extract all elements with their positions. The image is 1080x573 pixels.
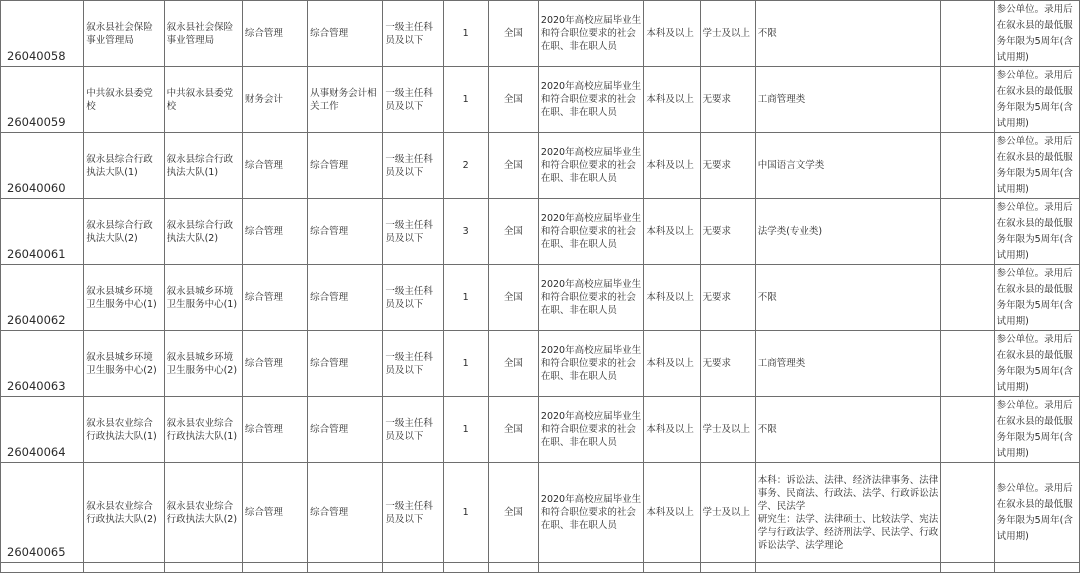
other-conditions	[941, 265, 994, 331]
hire-count: 1	[443, 265, 488, 331]
hire-count: 2	[443, 133, 488, 199]
applicant-type: 2020年高校应届毕业生和符合职位要求的社会在职、非在职人员	[538, 1, 643, 67]
rank-level: 一级主任科员及以下	[383, 1, 443, 67]
applicant-type: 2020年高校应届毕业生和符合职位要求的社会在职、非在职人员	[538, 331, 643, 397]
major: 不限	[755, 1, 941, 67]
position-name: 综合管理	[242, 133, 307, 199]
major: 本科：诉讼法、法律、经济法律事务、法律事务、民商法、行政法、法学、行政诉讼法学、民法学 研究生：法学、法律硕士、比较法学、宪法学与行政法学、经济刑法学、民法学、行政诉讼法学、法学理论	[755, 463, 941, 563]
remarks: 参公单位。录用后在叙永县的最低服务年限为5周年(含试用期)	[994, 1, 1079, 67]
hiring-unit: 叙永县农业综合行政执法大队(2)	[164, 463, 242, 563]
remarks: 参公单位。录用后在叙永县的最低服务年限为5周年(含试用期)	[994, 265, 1079, 331]
degree: 学士及以上	[700, 1, 755, 67]
table-row	[1, 67, 1080, 133]
department: 叙永县城乡环境卫生服务中心(1)	[84, 265, 164, 331]
education: 本科及以上	[644, 265, 700, 331]
degree: 无要求	[700, 133, 755, 199]
duty: 综合管理	[308, 133, 383, 199]
applicant-type: 2020年高校应届毕业生和符合职位要求的社会在职、非在职人员	[538, 133, 643, 199]
other-conditions	[941, 199, 994, 265]
position-code: 26040062	[1, 265, 84, 331]
table-row	[1, 331, 1080, 397]
table-row	[1, 397, 1080, 463]
recruit-scope: 全国	[488, 265, 538, 331]
other-conditions	[941, 397, 994, 463]
position-name: 综合管理	[242, 463, 307, 563]
recruit-scope: 全国	[488, 397, 538, 463]
department: 中共叙永县委党校	[84, 67, 164, 133]
position-name: 综合管理	[242, 397, 307, 463]
table-row	[1, 265, 1080, 331]
position-code: 26040061	[1, 199, 84, 265]
remarks: 参公单位。录用后在叙永县的最低服务年限为5周年(含试用期)	[994, 331, 1079, 397]
position-code: 26040059	[1, 67, 84, 133]
major: 中国语言文学类	[755, 133, 941, 199]
remarks: 参公单位。录用后在叙永县的最低服务年限为5周年(含试用期)	[994, 199, 1079, 265]
recruit-scope: 全国	[488, 331, 538, 397]
department: 叙永县城乡环境卫生服务中心(2)	[84, 331, 164, 397]
duty: 综合管理	[308, 397, 383, 463]
degree: 学士及以上	[700, 463, 755, 563]
major: 法学类(专业类)	[755, 199, 941, 265]
applicant-type: 2020年高校应届毕业生和符合职位要求的社会在职、非在职人员	[538, 199, 643, 265]
applicant-type: 2020年高校应届毕业生和符合职位要求的社会在职、非在职人员	[538, 463, 643, 563]
position-code: 26040064	[1, 397, 84, 463]
other-conditions	[941, 463, 994, 563]
major: 工商管理类	[755, 331, 941, 397]
education: 本科及以上	[644, 397, 700, 463]
hiring-unit: 叙永县城乡环境卫生服务中心(1)	[164, 265, 242, 331]
recruit-scope: 全国	[488, 1, 538, 67]
rank-level: 一级主任科员及以下	[383, 463, 443, 563]
education: 本科及以上	[644, 199, 700, 265]
hire-count: 1	[443, 1, 488, 67]
rank-level: 一级主任科员及以下	[383, 265, 443, 331]
other-conditions	[941, 67, 994, 133]
table-row	[1, 463, 1080, 563]
duty: 综合管理	[308, 199, 383, 265]
rank-level: 一级主任科员及以下	[383, 331, 443, 397]
applicant-type: 2020年高校应届毕业生和符合职位要求的社会在职、非在职人员	[538, 265, 643, 331]
hire-count: 1	[443, 331, 488, 397]
applicant-type: 2020年高校应届毕业生和符合职位要求的社会在职、非在职人员	[538, 67, 643, 133]
department: 叙永县农业综合行政执法大队(2)	[84, 463, 164, 563]
applicant-type: 2020年高校应届毕业生和符合职位要求的社会在职、非在职人员	[538, 397, 643, 463]
position-code: 26040058	[1, 1, 84, 67]
major: 工商管理类	[755, 67, 941, 133]
education: 本科及以上	[644, 463, 700, 563]
rank-level: 一级主任科员及以下	[383, 397, 443, 463]
position-name: 综合管理	[242, 265, 307, 331]
duty: 综合管理	[308, 265, 383, 331]
table-row-partial	[1, 563, 1080, 573]
education: 本科及以上	[644, 331, 700, 397]
position-code: 26040065	[1, 463, 84, 563]
recruit-scope: 全国	[488, 133, 538, 199]
hiring-unit: 中共叙永县委党校	[164, 67, 242, 133]
hiring-unit: 叙永县综合行政执法大队(2)	[164, 199, 242, 265]
recruit-scope: 全国	[488, 463, 538, 563]
other-conditions	[941, 133, 994, 199]
table-row	[1, 133, 1080, 199]
rank-level: 一级主任科员及以下	[383, 199, 443, 265]
major: 不限	[755, 265, 941, 331]
degree: 无要求	[700, 331, 755, 397]
hire-count: 1	[443, 463, 488, 563]
duty: 综合管理	[308, 331, 383, 397]
rank-level: 一级主任科员及以下	[383, 133, 443, 199]
department: 叙永县综合行政执法大队(2)	[84, 199, 164, 265]
duty: 从事财务会计相关工作	[308, 67, 383, 133]
other-conditions	[941, 1, 994, 67]
department: 叙永县社会保险事业管理局	[84, 1, 164, 67]
position-name: 综合管理	[242, 331, 307, 397]
department: 叙永县农业综合行政执法大队(1)	[84, 397, 164, 463]
duty: 综合管理	[308, 1, 383, 67]
remarks: 参公单位。录用后在叙永县的最低服务年限为5周年(含试用期)	[994, 463, 1079, 563]
other-conditions	[941, 331, 994, 397]
duty: 综合管理	[308, 463, 383, 563]
degree: 无要求	[700, 67, 755, 133]
degree: 无要求	[700, 199, 755, 265]
table-row	[1, 1, 1080, 67]
position-name: 综合管理	[242, 1, 307, 67]
hire-count: 1	[443, 397, 488, 463]
major: 不限	[755, 397, 941, 463]
education: 本科及以上	[644, 1, 700, 67]
remarks: 参公单位。录用后在叙永县的最低服务年限为5周年(含试用期)	[994, 67, 1079, 133]
table-row	[1, 199, 1080, 265]
hiring-unit: 叙永县城乡环境卫生服务中心(2)	[164, 331, 242, 397]
position-code: 26040060	[1, 133, 84, 199]
degree: 无要求	[700, 265, 755, 331]
position-code: 26040063	[1, 331, 84, 397]
hiring-unit: 叙永县综合行政执法大队(1)	[164, 133, 242, 199]
education: 本科及以上	[644, 67, 700, 133]
remarks: 参公单位。录用后在叙永县的最低服务年限为5周年(含试用期)	[994, 133, 1079, 199]
recruit-scope: 全国	[488, 67, 538, 133]
hire-count: 1	[443, 67, 488, 133]
department: 叙永县综合行政执法大队(1)	[84, 133, 164, 199]
education: 本科及以上	[644, 133, 700, 199]
hiring-unit: 叙永县农业综合行政执法大队(1)	[164, 397, 242, 463]
hire-count: 3	[443, 199, 488, 265]
hiring-unit: 叙永县社会保险事业管理局	[164, 1, 242, 67]
position-name: 财务会计	[242, 67, 307, 133]
position-name: 综合管理	[242, 199, 307, 265]
degree: 学士及以上	[700, 397, 755, 463]
remarks: 参公单位。录用后在叙永县的最低服务年限为5周年(含试用期)	[994, 397, 1079, 463]
recruit-scope: 全国	[488, 199, 538, 265]
rank-level: 一级主任科员及以下	[383, 67, 443, 133]
